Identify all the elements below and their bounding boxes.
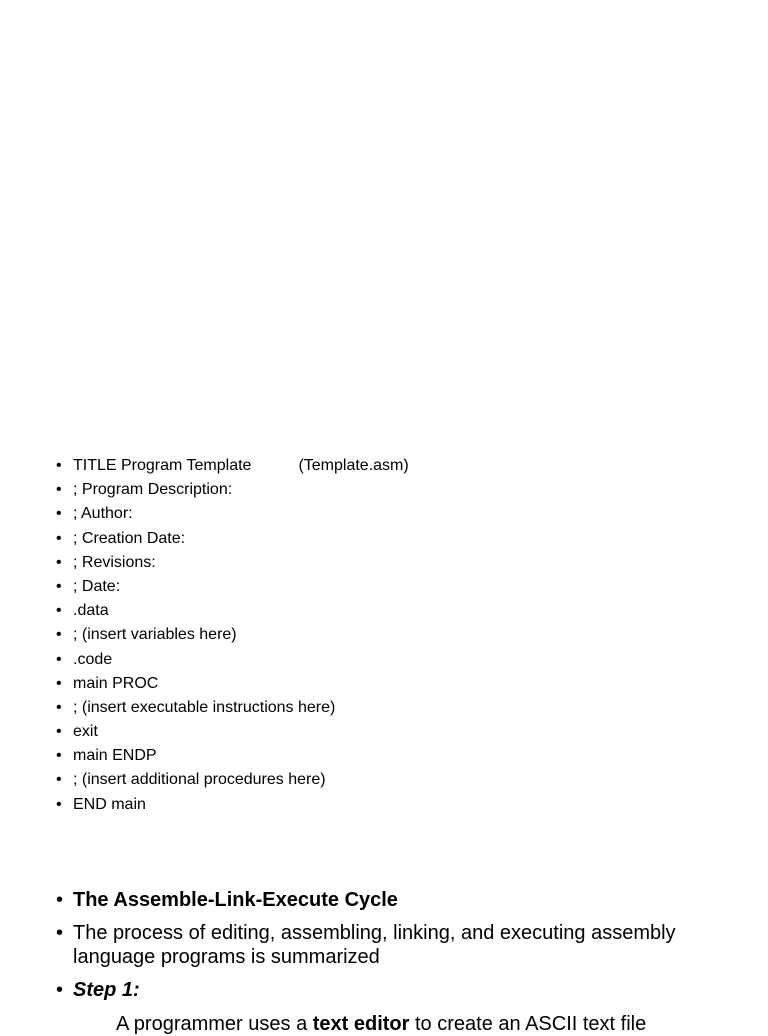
code-line: ; Program Description: (73, 481, 233, 499)
step-text-suffix: to create an ASCII text file (409, 1013, 647, 1035)
code-line: ; Creation Date: (73, 529, 186, 547)
title-line-label: TITLE Program Template (73, 457, 252, 474)
step-text-prefix: A programmer uses a (116, 1013, 313, 1035)
code-line: .code (73, 650, 113, 668)
list-item (56, 502, 706, 526)
bullet-icon: • (56, 723, 62, 741)
list-item (56, 575, 706, 599)
list-item (56, 888, 736, 912)
title-line-filename: (Template.asm) (298, 457, 409, 474)
code-line: ; (insert additional procedures here) (73, 771, 326, 789)
list-item (56, 672, 706, 696)
bullet-icon: • (56, 577, 62, 595)
bullet-icon: • (56, 795, 62, 813)
code-line: ; Author: (73, 505, 133, 523)
list-item (56, 720, 706, 744)
list-item (56, 696, 706, 720)
template-code-list (56, 454, 706, 817)
list-item (56, 793, 706, 817)
code-line: main ENDP (73, 747, 157, 765)
bullet-icon: • (56, 457, 62, 474)
code-line: ; Date: (73, 577, 121, 595)
code-line: exit (73, 723, 98, 741)
bullet-icon: • (56, 650, 62, 668)
list-item (56, 978, 736, 1002)
list-item (56, 527, 706, 551)
bullet-icon: • (56, 626, 62, 644)
bullet-icon: • (56, 698, 62, 716)
bullet-icon: • (56, 747, 62, 765)
list-item (56, 768, 706, 792)
bullet-icon: • (56, 674, 62, 692)
bullet-icon: • (56, 771, 62, 789)
list-item (56, 599, 706, 623)
bullet-icon: • (56, 602, 62, 620)
bullet-icon: • (56, 553, 62, 571)
code-line: ; (insert executable instructions here) (73, 698, 336, 716)
list-item (56, 454, 706, 478)
code-line: ; Revisions: (73, 553, 156, 571)
code-line: END main (73, 795, 146, 813)
bullet-icon: • (56, 529, 62, 547)
list-item (56, 921, 736, 969)
bullet-icon: • (56, 979, 64, 1001)
cycle-heading: The Assemble-Link-Execute Cycle (73, 889, 398, 911)
bullet-icon: • (56, 481, 62, 499)
code-line: ; (insert variables here) (73, 626, 237, 644)
code-line: .data (73, 602, 109, 620)
bullet-icon: • (56, 889, 64, 911)
list-item (56, 744, 706, 768)
bullet-icon: • (56, 505, 62, 523)
bullet-icon: • (56, 922, 64, 944)
cycle-list (56, 888, 736, 1011)
cycle-description: The process of editing, assembling, linking, and executing assembly language programs is summarized (73, 922, 676, 968)
step-text-emphasis: text editor (312, 1013, 410, 1035)
list-item (56, 551, 706, 575)
list-item (56, 623, 706, 647)
list-item (56, 648, 706, 672)
code-line: main PROC (73, 674, 159, 692)
list-item (56, 478, 706, 502)
step-label: Step 1: (73, 979, 140, 1001)
step-1-text (116, 1012, 646, 1036)
